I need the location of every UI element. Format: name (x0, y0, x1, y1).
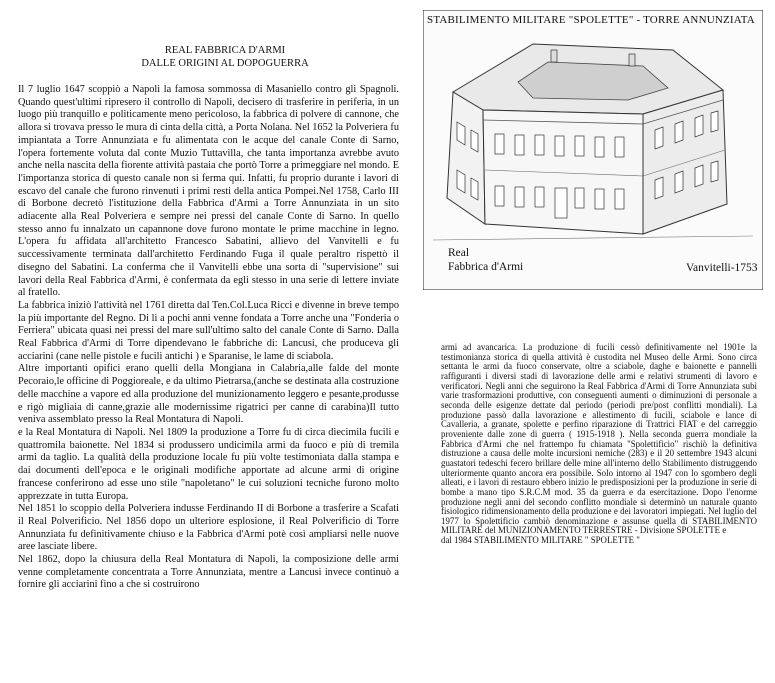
paragraph: dal 1984 STABILIMENTO MILITARE " SPOLETTE " (441, 535, 640, 546)
right-text-column (441, 343, 757, 546)
figure-caption-right: Vanvitelli-1753 (686, 262, 758, 274)
paragraph: Nel 1851 lo scoppio della Polveriera indusse Ferdinando II di Borbone a trasferire a Scafati il Real Polverificio. Nel 1856 dopo un ulteriore esplosione, il Real Polverificio di Torre Annunziata fu definitivamente chiuso e la Fabbrica d'Armi potè così ampliarsi nelle nuove aree lasciate libere. (18, 503, 399, 553)
building-illustration (423, 10, 763, 290)
paragraph: Altre importanti opifici erano quelli della Mongiana in Calabria,alle falde del monte Pecoraio,le officine di Poggioreale, e da ultimo Pietrarsa,(anche se destinata alla costruzione delle macchine a vapore ed alla produzione del munizionamento leggero e pesante,produsse e rigò migliaia di canne,grazie alle modernissime rigatrici per canne di carabina)Il tutto veniva assemblato presso la Real Montatura di Napoli. (18, 363, 399, 426)
figure-caption-left-line1: Real (448, 247, 470, 259)
paragraph: e la Real Montatura di Napoli. Nel 1809 la produzione a Torre fu di circa diecimila fucili e quattromila baionette. Nel 1834 si produssero undicimila armi da fuoco e più di tremila armi da taglio. La qualità della produzione locale fu più volte testimoniata dalla stampa e dai documenti dell'epoca e le originali modifiche apportate ad alcune armi di origine francese conferirono ad esse uno stile "napoletano" le cui soluzioni tecniche furono molto apprezzate in tutta Europa. (18, 426, 399, 502)
article-subtitle: DALLE ORIGINI AL DOPOGUERRA (141, 58, 309, 69)
left-text-column (18, 84, 399, 592)
paragraph: armi ad avancarica. La produzione di fucili cessò definitivamente nel 1901e la testimonianza storica di quella attività è custodita nel Museo delle Armi. Sono circa settanta le armi da fuoco conservate, oltre a sciabole, daghe e baionette e pannelli raffiguranti i diversi stadi di lavorazione delle armi e relativi strumenti di lavoro e verificatori. Negli anni che seguirono la Real Fabbrica d'Armi di Torre Annunziata subì varie trasformazioni produttive, con conseguenti aumenti o diminuzioni di personale a seconda delle esigenze dettate dal periodo (periodi pre/post conflitti mondiali). La produzione passò dalla lavorazione e allestimento di fucili, sciabole e lance di Cavalleria, a granate, spolette e perfino riparazione di Trattrici FIAT e del carreggio proveniente dalle zone di guerra ( 1915-1918 ). Nella seconda guerra mondiale la Fabbrica d'Armi che nel frattempo fu chiamata "Spolettificio" rischiò la definitiva distruzione a causa delle molte incursioni nemiche (283) e il 20 settembre 1943 alcuni guastatori tedeschi fecero brillare delle mine all'interno dello Stabilimento distruggendo ulteriormente quanto ancora era possibile. Solo intorno al 1947 con lo sgombero degli alleati, e i lavori di restauro ebbero inizio le predisposizioni per la produzione in serie di bombe a mano tipo S.R.C.M mod. 35 da guerra e da esercitazione. Dopo l'enorme produzione negli anni del secondo conflitto mondiale si determinò un naturale quanto fisiologico ridimensionamento della produzione e dei lavoratori impiegati. Nel luglio del 1977 lo Spolettificio cambiò denominazione e assunse quella di STABILIMENTO MILITARE del MUNIZIONAMENTO TERRESTRE - Divisione SPOLETTE e (441, 342, 757, 536)
article-title: REAL FABBRICA D'ARMI (164, 45, 286, 56)
figure-caption-top: STABILIMENTO MILITARE "SPOLETTE" - TORRE ANNUNZIATA (427, 14, 755, 26)
paragraph: Il 7 luglio 1647 scoppiò a Napoli la famosa sommossa di Masaniello contro gli Spagnoli. Quando quest'ultimi ripresero il controllo di Napoli, decisero di trasferire in periferia, in un luogo più tranquillo e politicamente meno pericoloso, la fabbrica di polvere di cannone, che allora si trovava presso le mura di cinta della città, a Porta Nolana. Nel 1652 la Polveriera fu impiantata a Torre Annunziata e fu alimentata con le acque del canale Conte di Sarno, l'opera fortemente voluta dal conte Muzio Tuttavilla, che tanta importanza avrebbe avuto anche nella nascita della fiorente attività pastaia che portò Torre a primeggiare nel mondo. E l'importanza storica di questo canale non si ferma qui. Infatti, fu proprio durante i lavori di escavo del canale che furono rinvenuti i primi resti della antica Pompei.Nel 1758, Carlo III di Borbone decretò l'istituzione della Fabbrica d'Armi a Torre Annunziata in un sito adiacente alla Real Polveriera e sempre nei pressi del canale Conte di Sarno. In quello stesso anno fu innalzato un capannone dove furono montate le prime macchine in legno. L'opera fu affidata all'architetto Francesco Sabatini, allievo del Vanvitelli e fu successivamente terminata dall'architetto Ferdinando Fuga il quale peraltro rispettò il disegno del Sabatini. La conferma che il Vanvitelli ebbe una sorta di "supervisione" sui lavori della Real Fabbrica d'Armi, è confermata da egli stesso in una serie di lettere inviate al fratello. (18, 84, 399, 299)
paragraph: La fabbrica iniziò l'attività nel 1761 diretta dal Ten.Col.Luca Ricci e divenne in breve tempo la più importante del Regno. Di lì a pochi anni venne fondata a Torre anche una "Fonderia o Ferriera" ubicata quasi nei pressi del mare sull'ultimo salto del canale Conte di Sarno. Dalla Real Fabbrica d'Armi di Torre dipendevano le fabbriche di: Lancusi, che produceva gli acciarini (cane nelle pistole e fucili antichi ) e Sparanise, le lame di sciabola. (18, 299, 399, 362)
paragraph: Nel 1862, dopo la chiusura della Real Montatura di Napoli, la composizione delle armi venne completamente concentrata a Torre Annunziata, mentre a Lancusi invece continuò a fornire gli acciarini fino a che si costruirono (18, 554, 399, 591)
figure-caption-left-line2: Fabbrica d'Armi (448, 261, 524, 273)
